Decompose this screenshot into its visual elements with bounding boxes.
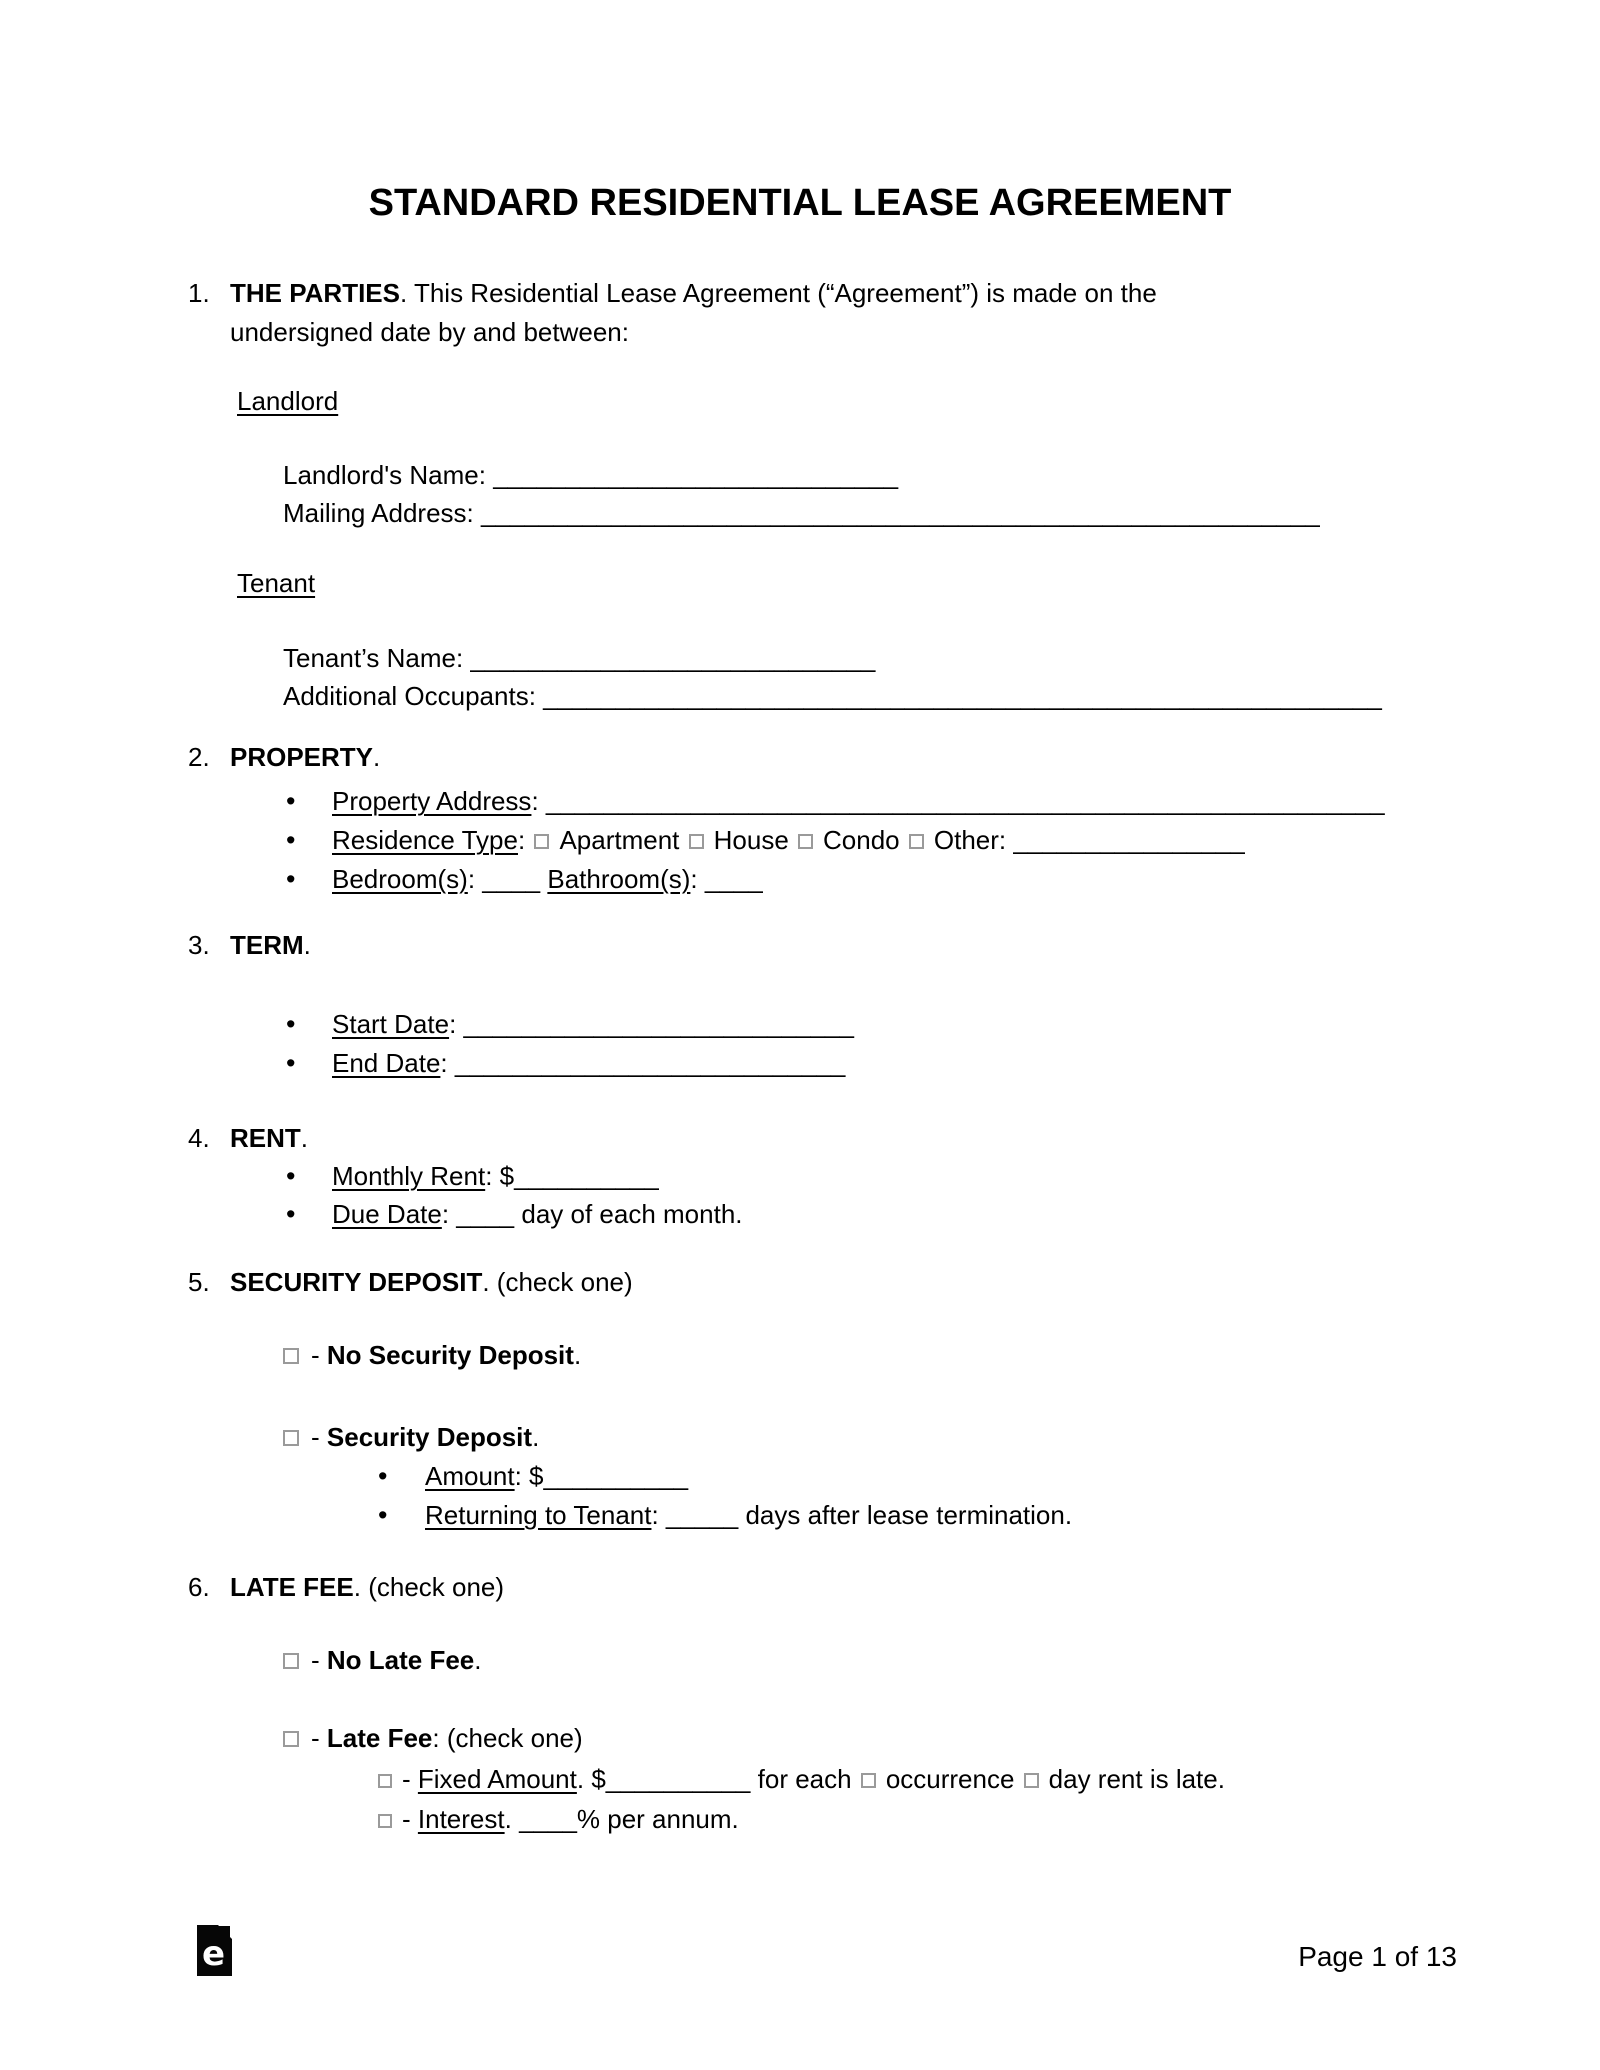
bathrooms-blank[interactable]: ____ <box>704 864 763 894</box>
section-2-heading-row <box>188 738 380 776</box>
mailing-address-label: Mailing Address: <box>283 498 481 528</box>
bullet-icon: • <box>378 1461 388 1491</box>
security-deposit-row <box>283 1418 539 1456</box>
rent-bullets <box>286 1157 743 1233</box>
start-date-label: Start Date <box>332 1009 450 1039</box>
returning-to-tenant-row <box>378 1496 1072 1535</box>
end-date-sep: : <box>440 1048 455 1078</box>
additional-occupants-blank[interactable]: __________________________________________________________ <box>543 681 1382 711</box>
bathrooms-sep: : <box>690 864 705 894</box>
bullet-icon: • <box>286 825 296 855</box>
dash: - <box>402 1804 418 1834</box>
dash: - <box>402 1764 418 1794</box>
checkbox-security-deposit[interactable] <box>283 1430 299 1446</box>
section-6-heading-row <box>188 1568 504 1606</box>
tenant-fields <box>283 639 1382 715</box>
end-date-label: End Date <box>332 1048 441 1078</box>
landlord-fields <box>283 456 1320 532</box>
bullet-icon: • <box>286 1161 296 1191</box>
late-fee-row <box>283 1719 583 1757</box>
residence-type-row <box>286 821 1385 860</box>
section-5-heading-row <box>188 1263 633 1301</box>
property-address-sep: : <box>531 786 546 816</box>
section-1-number: 1. <box>188 278 210 308</box>
term-bullets <box>286 1005 854 1083</box>
eforms-logo <box>197 1925 232 1976</box>
monthly-rent-blank[interactable]: __________ <box>514 1161 659 1191</box>
interest-blank[interactable]: ____ <box>519 1804 577 1834</box>
end-date-row <box>286 1044 854 1083</box>
fixed-amount-sep: . $ <box>576 1764 606 1794</box>
bullet-icon: • <box>286 1009 296 1039</box>
section-3-heading-period: . <box>303 930 311 960</box>
tenant-heading: Tenant <box>237 568 316 598</box>
section-1-text-line2: undersigned date by and between: <box>230 317 629 347</box>
bedrooms-label: Bedroom(s) <box>332 864 468 894</box>
checkbox-day-rent-late[interactable] <box>1024 1773 1039 1788</box>
checkbox-no-late-fee[interactable] <box>283 1653 299 1669</box>
late-fee-suffix: : (check one) <box>432 1723 583 1753</box>
document-title: STANDARD RESIDENTIAL LEASE AGREEMENT <box>368 182 1232 224</box>
interest-label: Interest <box>417 1804 505 1834</box>
no-late-fee-period: . <box>474 1645 482 1675</box>
landlord-name-blank[interactable]: ____________________________ <box>493 460 899 490</box>
section-2-heading: PROPERTY <box>230 742 374 772</box>
property-bullets <box>286 782 1385 899</box>
late-fee-label: Late Fee <box>326 1723 433 1753</box>
section-6-heading-suffix: . (check one) <box>353 1572 505 1602</box>
monthly-rent-row <box>286 1157 743 1195</box>
section-3-number: 3. <box>188 930 210 960</box>
no-security-deposit-period: . <box>573 1340 582 1370</box>
section-6-number: 6. <box>188 1572 210 1602</box>
bullet-icon: • <box>286 786 296 816</box>
checkbox-no-security-deposit[interactable] <box>283 1348 299 1364</box>
section-5-heading-suffix: . (check one) <box>482 1267 633 1297</box>
due-date-row <box>286 1195 743 1233</box>
returning-to-tenant-rest: days after lease termination. <box>738 1500 1073 1530</box>
security-deposit-label: Security Deposit <box>326 1422 533 1452</box>
section-4-heading-row <box>188 1119 308 1157</box>
returning-to-tenant-blank[interactable]: _____ <box>665 1500 739 1530</box>
section-2-heading-period: . <box>373 742 381 772</box>
due-date-sep: : <box>441 1199 457 1229</box>
security-deposit-period: . <box>532 1422 540 1452</box>
bullet-icon: • <box>378 1500 388 1530</box>
due-date-rest: day of each month. <box>514 1199 743 1229</box>
tenant-name-label: Tenant’s Name: <box>283 643 471 673</box>
day-rent-late-label: day rent is late. <box>1048 1764 1225 1794</box>
section-5-heading: SECURITY DEPOSIT <box>230 1267 483 1297</box>
mailing-address-blank[interactable]: __________________________________________________________ <box>480 498 1320 528</box>
interest-row <box>378 1799 1225 1839</box>
occurrence-label: occurrence <box>885 1764 1022 1794</box>
property-address-label: Property Address <box>332 786 532 816</box>
bedrooms-blank[interactable]: ____ <box>482 864 541 894</box>
monthly-rent-label: Monthly Rent <box>332 1161 486 1191</box>
checkbox-other[interactable] <box>909 834 924 849</box>
eforms-logo-letter: e <box>201 1934 226 1974</box>
fixed-amount-label: Fixed Amount <box>417 1764 577 1794</box>
checkbox-condo[interactable] <box>798 834 813 849</box>
landlord-name-label: Landlord's Name: <box>283 460 494 490</box>
due-date-label: Due Date <box>332 1199 442 1229</box>
property-address-blank[interactable]: __________________________________________________________ <box>545 786 1385 816</box>
section-3-heading: TERM <box>230 930 304 960</box>
start-date-sep: : <box>449 1009 464 1039</box>
bullet-icon: • <box>286 1199 296 1229</box>
dash: - <box>311 1422 327 1452</box>
landlord-heading: Landlord <box>237 386 339 416</box>
due-date-blank[interactable]: ____ <box>456 1199 515 1229</box>
bullet-icon: • <box>286 1048 296 1078</box>
bedrooms-bathrooms-row <box>286 860 1385 899</box>
bedrooms-sep: : <box>467 864 483 894</box>
option-condo-label: Condo <box>823 825 900 855</box>
no-security-deposit-label: No Security Deposit <box>326 1340 574 1370</box>
residence-type-label: Residence Type <box>332 825 518 855</box>
checkbox-occurrence[interactable] <box>861 1773 876 1788</box>
start-date-blank[interactable]: ___________________________ <box>463 1009 854 1039</box>
option-other-label: Other: <box>933 825 1014 855</box>
no-late-fee-label: No Late Fee <box>326 1645 475 1675</box>
start-date-row <box>286 1005 854 1044</box>
section-2-number: 2. <box>188 742 210 772</box>
section-1-heading: THE PARTIES <box>230 278 400 308</box>
deposit-amount-label: Amount <box>425 1461 515 1491</box>
checkbox-apartment[interactable] <box>534 834 549 849</box>
option-apartment-label: Apartment <box>559 825 680 855</box>
dash: - <box>311 1645 327 1675</box>
security-deposit-details <box>378 1457 1072 1535</box>
deposit-amount-row <box>378 1457 1072 1496</box>
late-fee-details <box>378 1759 1225 1839</box>
residence-other-blank[interactable]: ________________ <box>1013 825 1245 855</box>
returning-to-tenant-label: Returning to Tenant <box>425 1500 652 1530</box>
no-late-fee-row <box>283 1641 482 1679</box>
returning-to-tenant-sep: : <box>651 1500 666 1530</box>
tenant-name-blank[interactable]: ____________________________ <box>470 643 876 673</box>
checkbox-fixed-amount[interactable] <box>378 1774 392 1788</box>
dash: - <box>311 1723 327 1753</box>
checkbox-house[interactable] <box>689 834 704 849</box>
section-5-number: 5. <box>188 1267 210 1297</box>
dash: - <box>311 1340 327 1370</box>
bathrooms-label: Bathroom(s) <box>547 864 691 894</box>
section-1-paragraph <box>230 274 1157 352</box>
checkbox-late-fee[interactable] <box>283 1731 299 1747</box>
additional-occupants-label: Additional Occupants: <box>283 681 544 711</box>
fixed-amount-mid: for each <box>750 1764 859 1794</box>
fixed-amount-row <box>378 1759 1225 1799</box>
section-1-parties <box>188 274 1460 352</box>
section-4-heading-period: . <box>300 1123 309 1153</box>
residence-type-sep: : <box>517 825 533 855</box>
checkbox-interest[interactable] <box>378 1814 392 1828</box>
section-1-text-line1: . This Residential Lease Agreement (“Agreement”) is made on the <box>399 278 1157 308</box>
deposit-amount-blank[interactable]: __________ <box>543 1461 689 1491</box>
section-6-heading: LATE FEE <box>230 1572 354 1602</box>
section-3-heading-row <box>188 926 311 964</box>
monthly-rent-sep: : $ <box>485 1161 515 1191</box>
property-address-row <box>286 782 1385 821</box>
end-date-blank[interactable]: ___________________________ <box>454 1048 846 1078</box>
no-security-deposit-row <box>283 1336 581 1374</box>
fixed-amount-blank[interactable]: __________ <box>605 1764 751 1794</box>
interest-sep: . <box>504 1804 520 1834</box>
interest-rest: % per annum. <box>576 1804 739 1834</box>
option-house-label: House <box>713 825 789 855</box>
section-4-number: 4. <box>188 1123 210 1153</box>
bullet-icon: • <box>286 864 296 894</box>
deposit-amount-sep: : $ <box>514 1461 544 1491</box>
page-number: Page 1 of 13 <box>1298 1941 1457 1972</box>
section-4-heading: RENT <box>230 1123 301 1153</box>
